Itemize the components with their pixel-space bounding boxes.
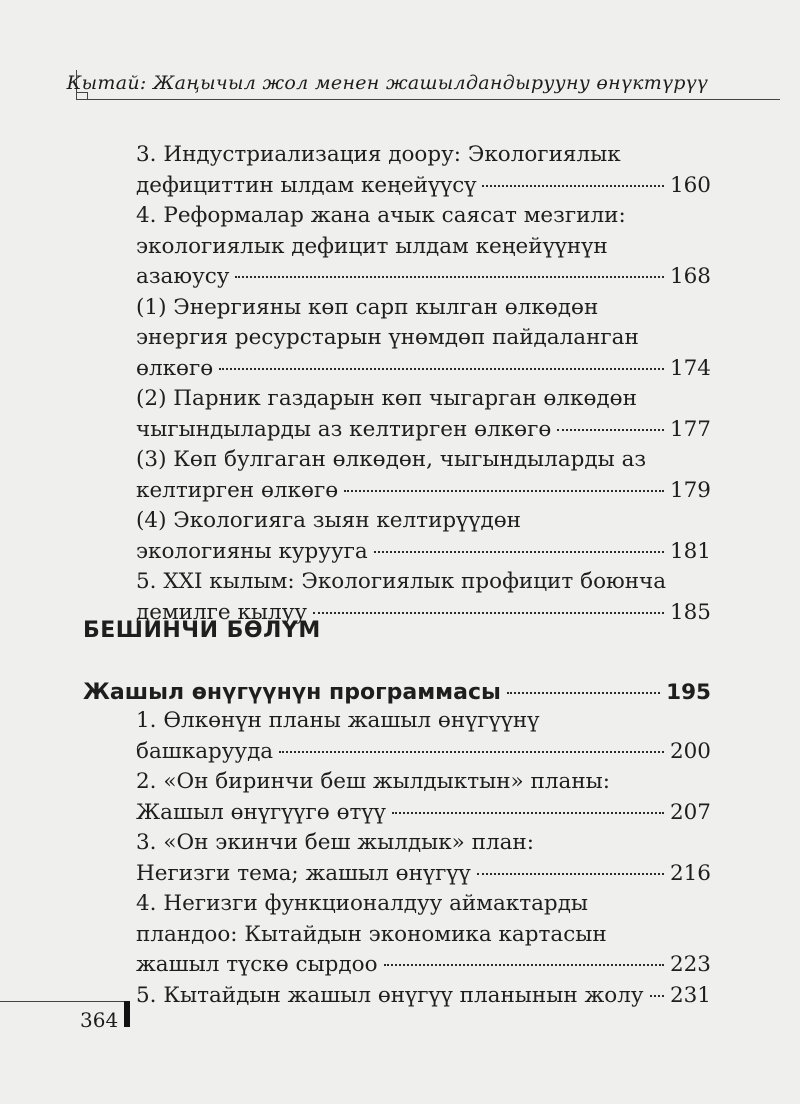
leader-dots	[557, 429, 664, 431]
toc-entry-line: 4. Реформалар жана ачык саясат мезгили:	[136, 203, 626, 228]
footer-rule	[0, 1001, 128, 1002]
toc-entry-line: 4. Негизги функционалдуу аймактарды	[136, 891, 589, 916]
section-heading: БЕШИНЧИ БӨЛҮМ	[83, 618, 321, 643]
toc-entry-text: 5. Кытайдын жашыл өнүгүү планынын жолу	[136, 982, 644, 1008]
toc-entry-last-line	[136, 539, 711, 565]
toc-entry-last-line	[136, 173, 711, 199]
toc-page-number: 231	[669, 982, 711, 1008]
leader-dots	[219, 368, 664, 370]
toc-entry-last-line	[136, 861, 711, 887]
toc-page-number: 207	[669, 799, 711, 825]
leader-dots	[313, 612, 664, 614]
toc-entry-line: (1) Энергияны көп сарп кылган өлкөдөн	[136, 294, 599, 320]
leader-dots	[477, 873, 664, 875]
header-rule	[76, 99, 780, 100]
toc-entry-line: пландоо: Кытайдын экономика картасын	[136, 921, 607, 947]
toc-entry-text: өлкөгө	[136, 355, 214, 381]
toc-entry-line: (2) Парник газдарын көп чыгарган өлкөдөн	[136, 386, 637, 411]
leader-dots	[235, 276, 664, 278]
toc-page-number: 200	[669, 738, 711, 764]
chapter-page: 195	[666, 680, 711, 705]
toc-page-number: 216	[669, 860, 711, 886]
toc-page-number: 168	[669, 264, 711, 289]
leader-dots	[507, 692, 660, 694]
toc-entry-line: (3) Көп булгаган өлкөдөн, чыгындыларды аз	[136, 447, 647, 472]
toc-entry-text: Негизги тема; жашыл өнүгүү	[136, 860, 471, 886]
chapter-entry	[83, 680, 711, 706]
toc-entry-line: 1. Өлкөнүн планы жашыл өнүгүүнү	[136, 708, 540, 733]
toc-entry-line: 2. «Он биринчи беш жылдыктын» планы:	[136, 769, 611, 794]
toc-entry-last-line	[136, 800, 711, 826]
toc-entry-text: дефициттин ылдам кеңейүүсү	[136, 172, 477, 198]
toc-page-number: 179	[669, 477, 711, 503]
toc-entry-line: (4) Экологияга зыян келтирүүдөн	[136, 508, 521, 533]
toc-entry-text: чыгындыларды аз келтирген өлкөгө	[136, 416, 552, 442]
toc-entry-text: демилге кылуу	[136, 599, 308, 625]
toc-entry-line: 3. «Он экинчи беш жылдык» план:	[136, 830, 535, 855]
toc-entry-last-line	[136, 417, 711, 443]
toc-entry-last-line	[136, 952, 711, 978]
footer-marker	[124, 1001, 130, 1027]
toc-page-number: 160	[669, 172, 711, 198]
toc-entry-text: башкарууда	[136, 738, 274, 764]
toc-page-number: 223	[669, 952, 711, 977]
toc-entry-line: экологиялык дефицит ылдам кеңейүүнүн	[136, 233, 608, 259]
leader-dots	[392, 812, 664, 814]
running-title: Кытай: Жаңычыл жол менен жашылдандырууну өнүктүрүү	[66, 72, 708, 94]
toc-entry-last-line	[136, 600, 711, 626]
leader-dots	[344, 490, 664, 492]
toc-page-number: 181	[669, 538, 711, 564]
leader-dots	[374, 551, 664, 553]
toc-entry-last-line	[136, 264, 711, 290]
toc-entry-text: экологияны курууга	[136, 538, 368, 564]
chapter-title: Жашыл өнүгүүнүн программасы	[83, 680, 501, 705]
toc-entry-line: 3. Индустриализация доору: Экологиялык	[136, 142, 621, 167]
toc-entry-last-line	[136, 356, 711, 382]
leader-dots	[384, 964, 664, 966]
toc-entry-text: жашыл түскө сырдоо	[136, 952, 378, 977]
toc-entry-line: энергия ресурстарын үнөмдөп пайдаланган	[136, 325, 639, 350]
toc-page-number: 177	[669, 416, 711, 442]
leader-dots	[279, 751, 664, 753]
toc-entry-last-line	[136, 983, 711, 1009]
toc-entry-text: азаюусу	[136, 264, 230, 289]
toc-page-number: 174	[669, 355, 711, 381]
toc-entry-text: келтирген өлкөгө	[136, 477, 339, 503]
toc-entry-line: 5. XXI кылым: Экологиялык профицит боюнча	[136, 569, 667, 594]
leader-dots	[650, 995, 664, 997]
page-number: 364	[80, 1008, 119, 1032]
toc-entry-last-line	[136, 478, 711, 504]
toc-entry-text: Жашыл өнүгүүгө өтүү	[136, 799, 386, 825]
toc-page-number: 185	[669, 599, 711, 625]
toc-entry-last-line	[136, 739, 711, 765]
leader-dots	[482, 185, 664, 187]
